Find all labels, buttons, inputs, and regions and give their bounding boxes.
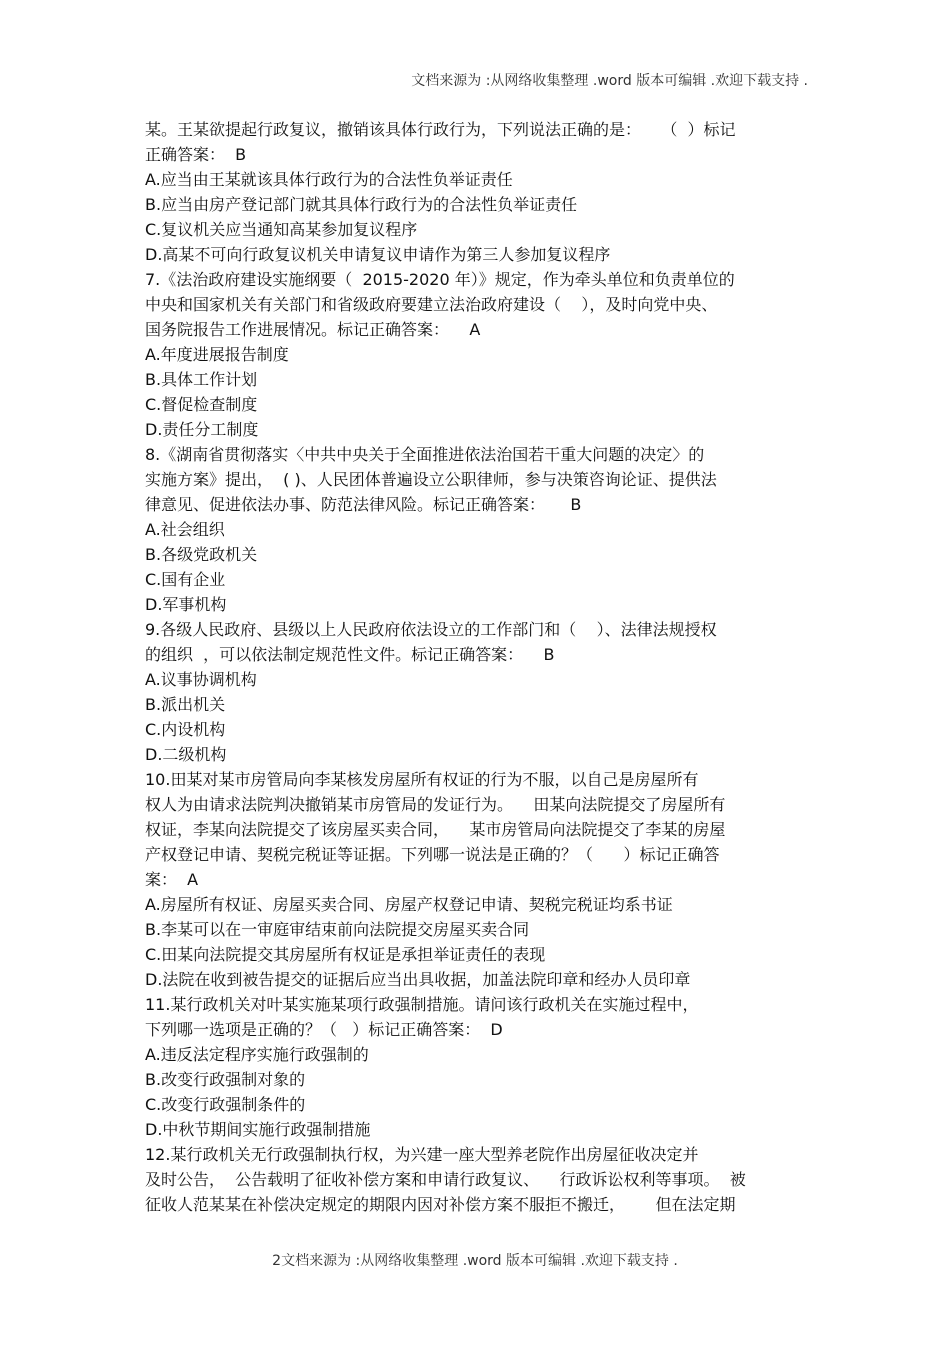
text-line: 产权登记申请、契税完税证等证据。下列哪一说法是正确的？（ ）标记正确答 <box>145 845 720 864</box>
page-header: 文档来源为 :从网络收集整理 .word 版本可编辑 .欢迎下载支持 . <box>411 73 808 89</box>
text-line: 11.某行政机关对叶某实施某项行政强制措施。请问该行政机关在实施过程中， <box>145 995 699 1014</box>
text-line: 权证，李某向法院提交了该房屋买卖合同， 某市房管局向法院提交了李某的房屋 <box>145 820 726 839</box>
text-line: A.年度进展报告制度 <box>145 345 289 364</box>
text-line: 12.某行政机关无行政强制执行权，为兴建一座大型养老院作出房屋征收决定并 <box>145 1145 699 1164</box>
text-line: 权人为由请求法院判决撤销某市房管局的发证行为。 田某向法院提交了房屋所有 <box>145 795 726 814</box>
text-line: D.法院在收到被告提交的证据后应当出具收据，加盖法院印章和经办人员印章 <box>145 970 691 989</box>
text-line: D.高某不可向行政复议机关申请复议申请作为第三人参加复议程序 <box>145 245 611 264</box>
text-line: B.李某可以在一审庭审结束前向法院提交房屋买卖合同 <box>145 920 530 939</box>
text-line: C.田某向法院提交其房屋所有权证是承担举证责任的表现 <box>145 945 546 964</box>
text-line: 征收人范某某在补偿决定规定的期限内因对补偿方案不服拒不搬迁， 但在法定期 <box>145 1195 736 1214</box>
text-line: 案： A <box>145 870 199 889</box>
text-line: 实施方案》提出， ( )、人民团体普遍设立公职律师，参与决策咨询论证、提供法 <box>145 470 717 489</box>
text-line: 9.各级人民政府、县级以上人民政府依法设立的工作部门和（ ）、法律法规授权 <box>145 620 717 639</box>
text-line: A.违反法定程序实施行政强制的 <box>145 1045 369 1064</box>
text-line: A.社会组织 <box>145 520 225 539</box>
text-line: 某。王某欲提起行政复议，撤销该具体行政行为，下列说法正确的是： （ ）标记 <box>145 120 736 139</box>
document-body <box>145 117 810 1217</box>
text-line: 律意见、促进依法办事、防范法律风险。标记正确答案： B <box>145 495 582 514</box>
text-line: 7.《法治政府建设实施纲要（ 2015-2020 年）》规定，作为牵头单位和负责单位的 <box>145 270 735 289</box>
text-line: B.各级党政机关 <box>145 545 258 564</box>
text-line: C.督促检查制度 <box>145 395 258 414</box>
text-line: A.应当由王某就该具体行政行为的合法性负举证责任 <box>145 170 513 189</box>
page-footer: 2文档来源为 :从网络收集整理 .word 版本可编辑 .欢迎下载支持 . <box>272 1253 678 1269</box>
text-line: A.议事协调机构 <box>145 670 257 689</box>
text-line: C.复议机关应当通知高某参加复议程序 <box>145 220 418 239</box>
text-line: 中央和国家机关有关部门和省级政府要建立法治政府建设（ ），及时向党中央、 <box>145 295 718 314</box>
text-line: D.二级机构 <box>145 745 227 764</box>
text-line: A.房屋所有权证、房屋买卖合同、房屋产权登记申请、契税完税证均系书证 <box>145 895 673 914</box>
text-line: C.内设机构 <box>145 720 226 739</box>
text-line: D.中秋节期间实施行政强制措施 <box>145 1120 371 1139</box>
text-line: 正确答案： B <box>145 145 247 164</box>
text-line: 下列哪一选项是正确的？（ ）标记正确答案： D <box>145 1020 503 1039</box>
text-line: B.具体工作计划 <box>145 370 258 389</box>
text-line: 的组织 ，可以依法制定规范性文件。标记正确答案： B <box>145 645 555 664</box>
text-line: 国务院报告工作进展情况。标记正确答案： A <box>145 320 481 339</box>
text-line: B.应当由房产登记部门就其具体行政行为的合法性负举证责任 <box>145 195 578 214</box>
text-line: B.改变行政强制对象的 <box>145 1070 306 1089</box>
text-line: 8.《湖南省贯彻落实〈中共中央关于全面推进依法治国若干重大问题的决定〉的 <box>145 445 705 464</box>
text-line: C.国有企业 <box>145 570 226 589</box>
text-line: D.责任分工制度 <box>145 420 259 439</box>
text-line: B.派出机关 <box>145 695 226 714</box>
text-line: 及时公告， 公告载明了征收补偿方案和申请行政复议、 行政诉讼权利等事项。 被 <box>145 1170 746 1189</box>
text-line: 10.田某对某市房管局向李某核发房屋所有权证的行为不服，以自己是房屋所有 <box>145 770 699 789</box>
text-line: D.军事机构 <box>145 595 227 614</box>
text-line: C.改变行政强制条件的 <box>145 1095 306 1114</box>
